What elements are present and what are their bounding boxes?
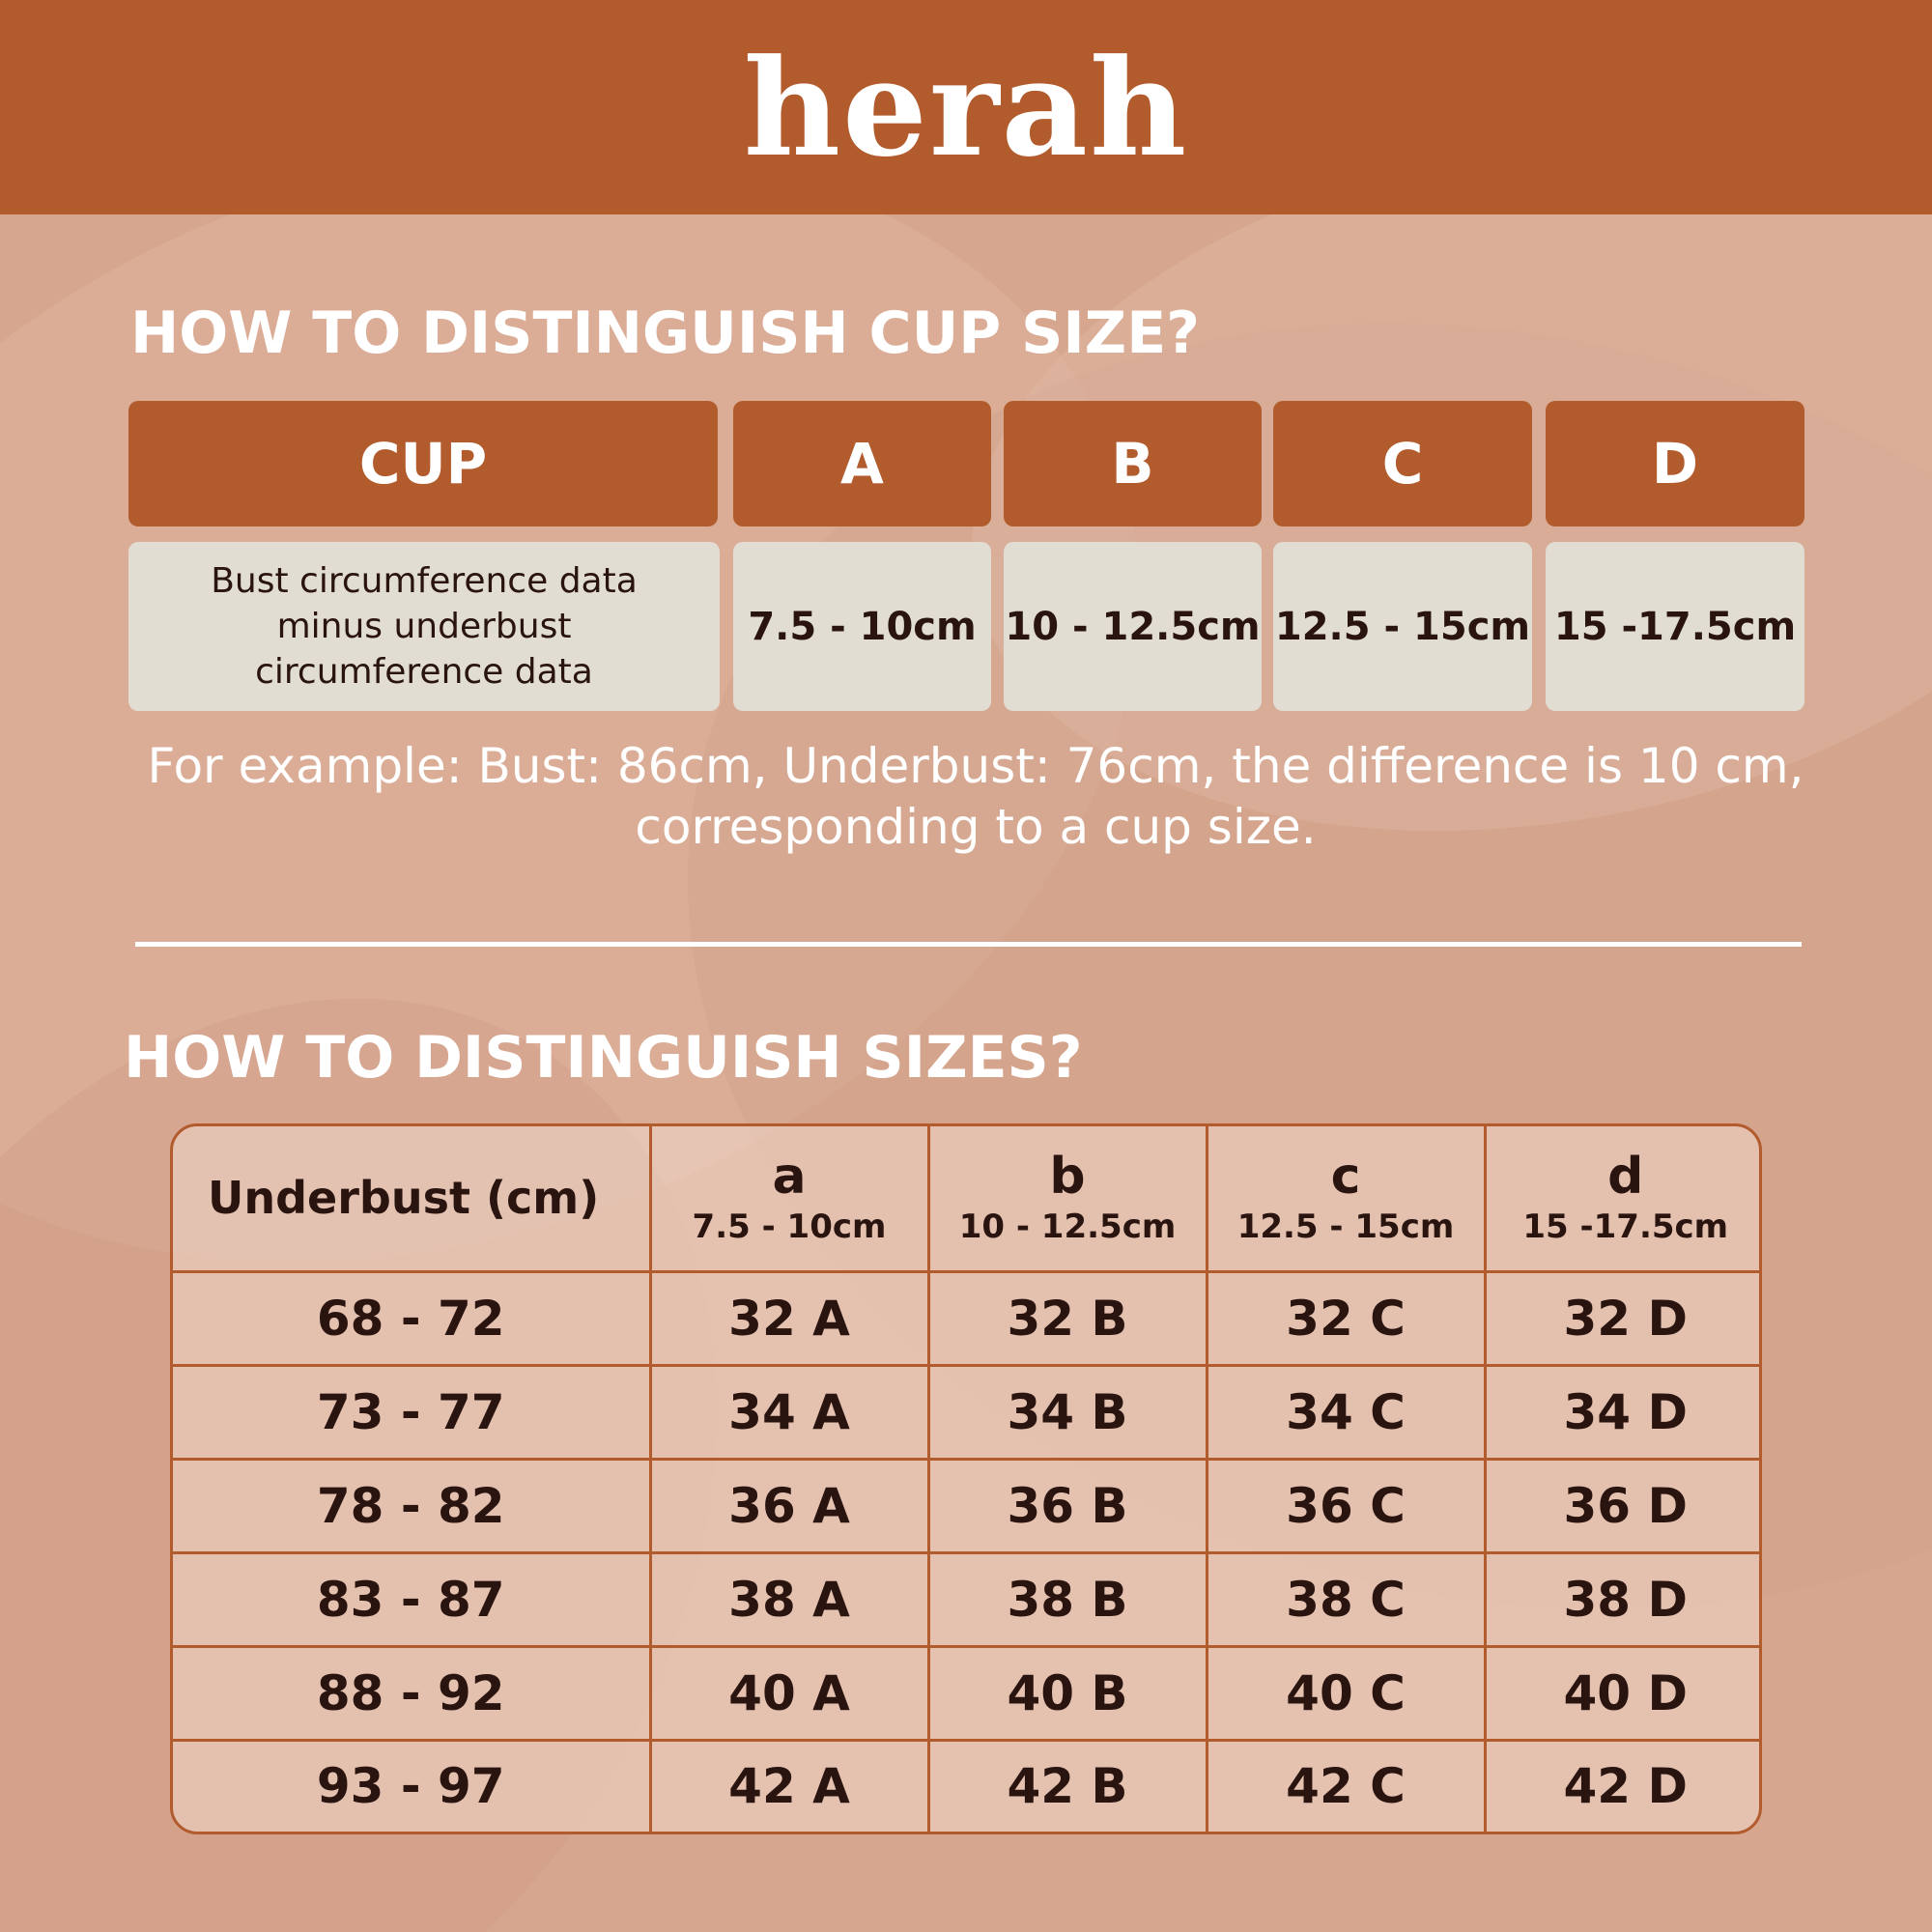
cup-row-label-line: Bust circumference data: [211, 561, 638, 601]
size-section-title: HOW TO DISTINGUISH SIZES?: [124, 1024, 1083, 1092]
size-cell: 40 C: [1207, 1646, 1485, 1740]
size-cell: 36 A: [650, 1459, 928, 1552]
size-cell: 32 C: [1207, 1271, 1485, 1365]
underbust-range: 68 - 72: [173, 1271, 650, 1365]
section-divider: [135, 942, 1802, 947]
size-cell: 36 C: [1207, 1459, 1485, 1552]
column-range: 7.5 - 10cm: [692, 1208, 887, 1247]
example-line: For example: Bust: 86cm, Underbust: 76cm, the difference is 10 cm,: [147, 738, 1804, 794]
column-letter: a: [772, 1148, 807, 1207]
table-row: [173, 1271, 1762, 1365]
cup-header-d: D: [1546, 401, 1804, 526]
underbust-range: 83 - 87: [173, 1552, 650, 1646]
cup-header-label: CUP: [128, 401, 718, 526]
cup-section-title: HOW TO DISTINGUISH CUP SIZE?: [130, 299, 1200, 367]
cup-header-b: B: [1004, 401, 1262, 526]
size-column-header: [650, 1126, 928, 1271]
brand-logo: herah: [743, 29, 1189, 186]
underbust-range: 73 - 77: [173, 1365, 650, 1459]
table-row: [173, 1740, 1762, 1832]
table-row: [173, 1365, 1762, 1459]
underbust-range: 93 - 97: [173, 1740, 650, 1832]
size-table-header-row: [173, 1126, 1762, 1271]
cup-row-label: [128, 542, 720, 711]
table-row: [173, 1646, 1762, 1740]
size-cell: 36 B: [928, 1459, 1207, 1552]
size-cell: 42 C: [1207, 1740, 1485, 1832]
underbust-header: Underbust (cm): [173, 1126, 650, 1271]
size-column-header: [1207, 1126, 1485, 1271]
underbust-range: 88 - 92: [173, 1646, 650, 1740]
size-column-header: [1485, 1126, 1762, 1271]
column-range: 12.5 - 15cm: [1236, 1208, 1455, 1247]
cup-value-b: 10 - 12.5cm: [1004, 542, 1262, 711]
size-cell: 32 A: [650, 1271, 928, 1365]
cup-value-d: 15 -17.5cm: [1546, 542, 1804, 711]
size-cell: 38 C: [1207, 1552, 1485, 1646]
cup-header-c: C: [1273, 401, 1532, 526]
table-row: [173, 1552, 1762, 1646]
size-cell: 32 B: [928, 1271, 1207, 1365]
example-line: corresponding to a cup size.: [635, 799, 1317, 855]
size-cell: 34 A: [650, 1365, 928, 1459]
cup-example-note: [106, 736, 1845, 858]
size-cell: 40 D: [1485, 1646, 1762, 1740]
cup-row-label-line: minus underbust: [276, 607, 572, 646]
size-cell: 32 D: [1485, 1271, 1762, 1365]
column-range: 10 - 12.5cm: [958, 1208, 1177, 1247]
size-cell: 42 B: [928, 1740, 1207, 1832]
cup-row-label-line: circumference data: [255, 652, 593, 692]
column-letter: b: [1049, 1148, 1086, 1207]
size-cell: 40 A: [650, 1646, 928, 1740]
size-cell: 34 D: [1485, 1365, 1762, 1459]
size-cell: 38 A: [650, 1552, 928, 1646]
size-cell: 38 D: [1485, 1552, 1762, 1646]
header-banner: [0, 0, 1932, 214]
column-letter: d: [1607, 1148, 1644, 1207]
size-cell: 42 D: [1485, 1740, 1762, 1832]
size-cell: 38 B: [928, 1552, 1207, 1646]
cup-value-c: 12.5 - 15cm: [1273, 542, 1532, 711]
column-letter: c: [1330, 1148, 1361, 1207]
size-cell: 34 B: [928, 1365, 1207, 1459]
size-column-header: [928, 1126, 1207, 1271]
size-cell: 36 D: [1485, 1459, 1762, 1552]
cup-header-a: A: [733, 401, 991, 526]
underbust-range: 78 - 82: [173, 1459, 650, 1552]
column-range: 15 -17.5cm: [1522, 1208, 1729, 1247]
size-cell: 40 B: [928, 1646, 1207, 1740]
table-row: [173, 1459, 1762, 1552]
size-table: [170, 1123, 1762, 1834]
size-cell: 34 C: [1207, 1365, 1485, 1459]
cup-value-a: 7.5 - 10cm: [733, 542, 991, 711]
size-cell: 42 A: [650, 1740, 928, 1832]
